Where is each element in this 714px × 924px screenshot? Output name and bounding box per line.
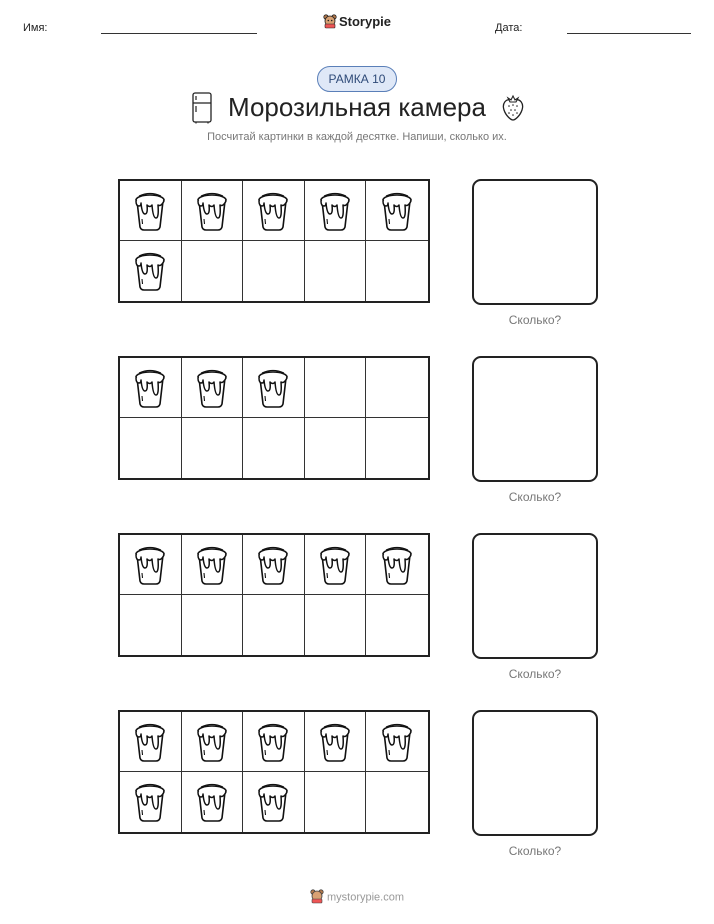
instructions: Посчитай картинки в каждой десятке. Напиши, сколько их. <box>207 131 507 143</box>
date-line[interactable] <box>567 33 691 34</box>
frame-cell <box>243 418 305 478</box>
frame-cell <box>305 241 367 301</box>
name-line[interactable] <box>101 33 257 34</box>
answer-box[interactable] <box>472 533 598 659</box>
ice-cream-tub-icon <box>377 543 417 587</box>
frame-cell <box>182 772 244 832</box>
frame-cell <box>366 418 428 478</box>
ice-cream-tub-icon <box>377 189 417 233</box>
frame-cell <box>305 595 367 655</box>
ice-cream-tub-icon <box>130 189 170 233</box>
ice-cream-tub-icon <box>192 366 232 410</box>
frame-cell <box>182 535 244 595</box>
ice-cream-tub-icon <box>315 720 355 764</box>
bear-logo-icon <box>323 13 337 32</box>
frame-cell <box>305 181 367 241</box>
frame-cell <box>120 595 182 655</box>
ice-cream-tub-icon <box>253 720 293 764</box>
answer-box[interactable] <box>472 356 598 482</box>
frame-cell <box>366 712 428 772</box>
frame-cell <box>243 535 305 595</box>
ice-cream-tub-icon <box>192 189 232 233</box>
strawberry-icon <box>500 92 526 127</box>
frame-cell <box>182 358 244 418</box>
frame-cell <box>120 241 182 301</box>
ice-cream-tub-icon <box>253 366 293 410</box>
frame-cell <box>305 358 367 418</box>
frame-cell <box>243 358 305 418</box>
frame-cell <box>243 712 305 772</box>
frame-cell <box>120 772 182 832</box>
ice-cream-tub-icon <box>315 189 355 233</box>
how-many-label: Сколько? <box>508 313 562 327</box>
frame-cell <box>120 418 182 478</box>
frame-cell <box>243 595 305 655</box>
ten-frame <box>118 356 430 480</box>
brand-logo <box>0 13 714 32</box>
ice-cream-tub-icon <box>253 189 293 233</box>
ice-cream-tub-icon <box>130 780 170 824</box>
frame-cell <box>243 181 305 241</box>
ice-cream-tub-icon <box>377 720 417 764</box>
date-label: Дата: <box>495 22 523 34</box>
frame-cell <box>305 712 367 772</box>
frame-badge: РАМКА 10 <box>317 66 397 92</box>
how-many-label: Сколько? <box>508 667 562 681</box>
frame-cell <box>366 358 428 418</box>
frame-cell <box>366 535 428 595</box>
frame-cell <box>366 595 428 655</box>
frame-cell <box>120 535 182 595</box>
ice-cream-tub-icon <box>253 543 293 587</box>
frame-cell <box>366 772 428 832</box>
frame-cell <box>120 712 182 772</box>
frame-cell <box>305 535 367 595</box>
ice-cream-tub-icon <box>253 780 293 824</box>
ten-frame <box>118 710 430 834</box>
frame-cell <box>182 712 244 772</box>
frame-cell <box>120 181 182 241</box>
ice-cream-tub-icon <box>130 543 170 587</box>
frame-cell <box>243 772 305 832</box>
ice-cream-tub-icon <box>192 780 232 824</box>
brand-name: Storypie <box>338 13 391 29</box>
frame-cell <box>366 241 428 301</box>
ice-cream-tub-icon <box>130 249 170 293</box>
frame-cell <box>305 418 367 478</box>
page-title: Морозильная камера <box>228 92 486 122</box>
footer <box>0 888 714 907</box>
ice-cream-tub-icon <box>130 720 170 764</box>
how-many-label: Сколько? <box>508 844 562 858</box>
frame-cell <box>120 358 182 418</box>
name-label: Имя: <box>23 22 48 34</box>
frame-cell <box>182 181 244 241</box>
ice-cream-tub-icon <box>315 543 355 587</box>
frame-cell <box>305 772 367 832</box>
ten-frame <box>118 533 430 657</box>
frame-cell <box>366 181 428 241</box>
how-many-label: Сколько? <box>508 490 562 504</box>
ten-frame <box>118 179 430 303</box>
ice-cream-tub-icon <box>192 720 232 764</box>
bear-logo-icon <box>310 888 324 907</box>
ice-cream-tub-icon <box>130 366 170 410</box>
frame-cell <box>182 595 244 655</box>
answer-box[interactable] <box>472 710 598 836</box>
ice-cream-tub-icon <box>192 543 232 587</box>
footer-url: mystorypie.com <box>326 891 405 904</box>
answer-box[interactable] <box>472 179 598 305</box>
frame-cell <box>182 418 244 478</box>
frame-cell <box>182 241 244 301</box>
frame-cell <box>243 241 305 301</box>
